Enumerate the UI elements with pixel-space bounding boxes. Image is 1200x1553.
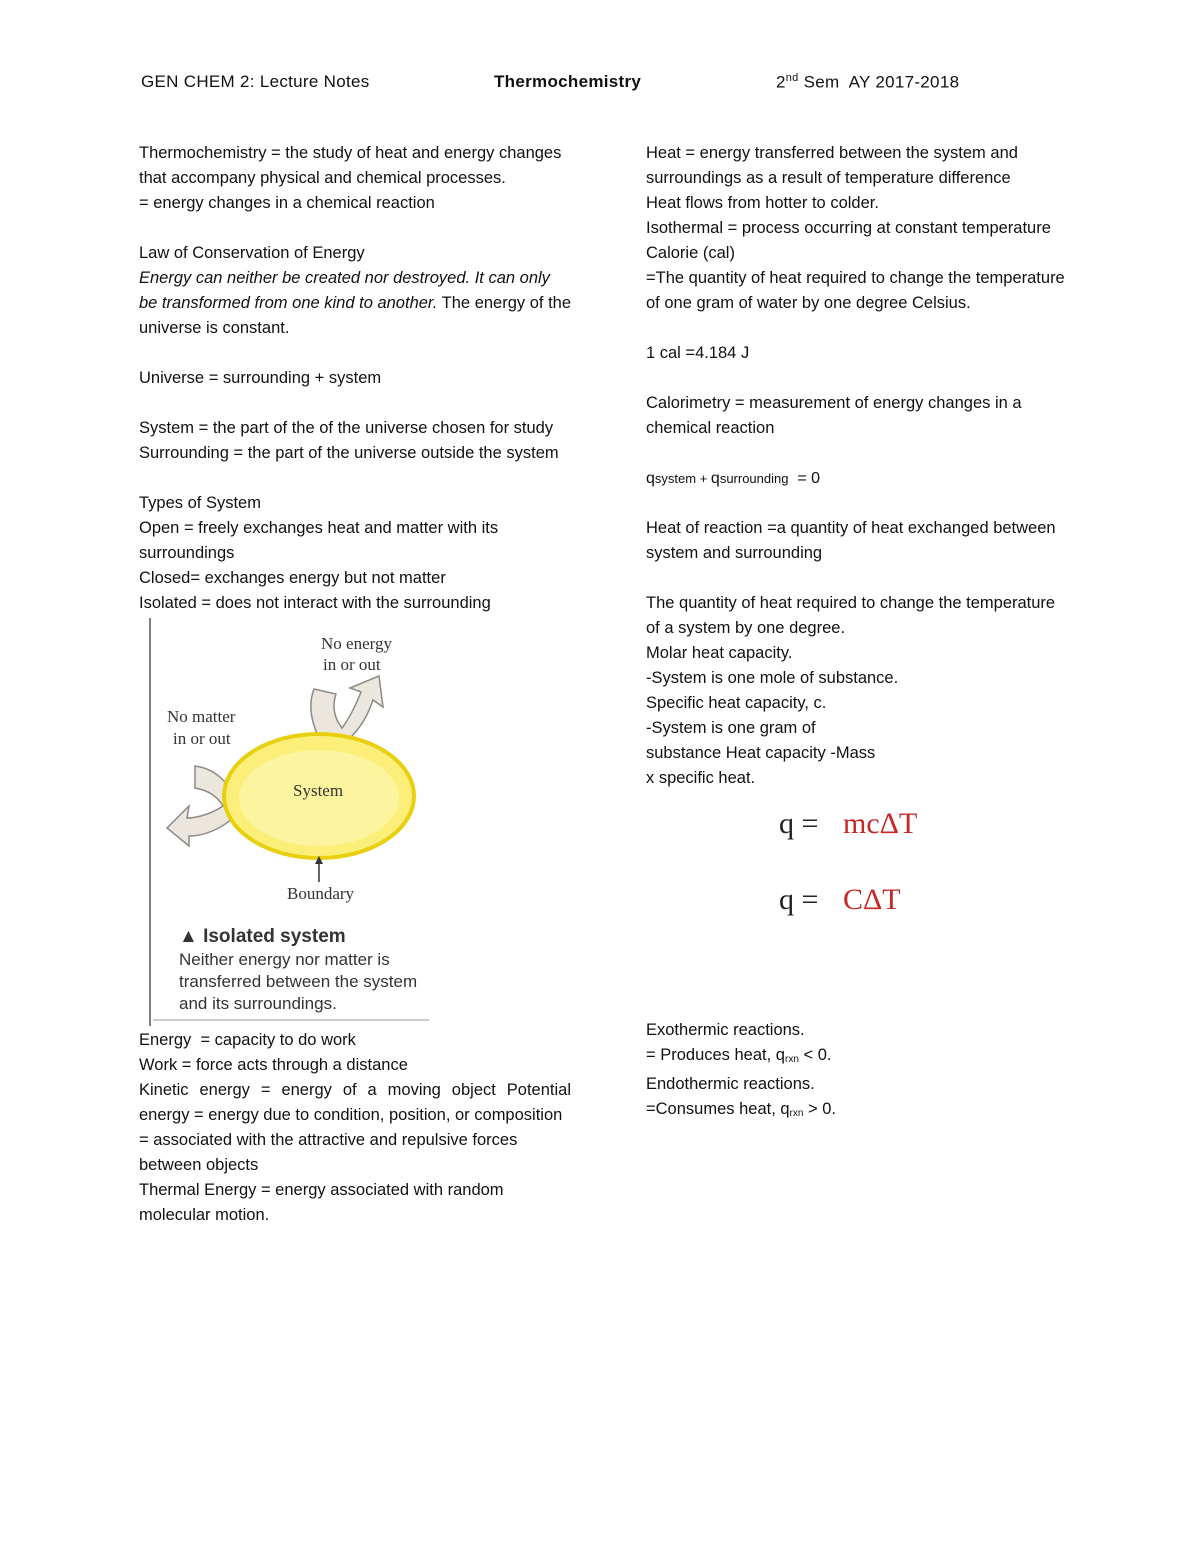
- closed-system: Closed= exchanges energy but not matter: [139, 569, 446, 587]
- endothermic-sub: rxn: [789, 1108, 804, 1119]
- potential-forces-note: = associated with the attractive and repulsive forces between objects: [139, 1131, 518, 1174]
- no-matter-label: No matter: [167, 707, 236, 726]
- isolated-system-figure: [139, 616, 571, 1028]
- heat-balance-equation: [646, 466, 1066, 491]
- figure-description: Neither energy nor matter is transferred between the system and its surroundings.: [179, 950, 418, 1013]
- thermal-energy-definition: Thermal Energy = energy associated with random molecular motion.: [139, 1181, 504, 1224]
- surrounding-definition: Surrounding = the part of the universe outside the system: [139, 444, 559, 462]
- header-topic: Thermochemistry: [494, 72, 642, 91]
- specific-heat-capacity: Specific heat capacity, c.: [646, 694, 827, 712]
- law-title: Law of Conservation of Energy: [139, 244, 365, 262]
- equation-2-c: CΔT: [843, 883, 901, 916]
- page-header: [0, 72, 1200, 98]
- calorie-joule: 1 cal =4.184 J: [646, 344, 750, 362]
- no-energy-label-2: in or out: [323, 655, 381, 674]
- law-rest: The energy of the universe is constant.: [139, 294, 572, 337]
- header-semester-year: Sem AY 2017-2018: [798, 72, 960, 92]
- endothermic-sign: > 0.: [803, 1100, 837, 1118]
- calorie-title: Calorie (cal): [646, 244, 735, 262]
- header-semester-number: 2: [776, 72, 786, 92]
- q-system-sub: system: [654, 471, 697, 486]
- types-title: Types of System: [139, 494, 261, 512]
- figure-caption: [179, 924, 439, 1015]
- universe-definition: Universe = surrounding + system: [139, 369, 382, 387]
- system-label: System: [293, 781, 344, 800]
- equation-1-rhs: mcΔT: [843, 807, 918, 840]
- thermochemistry-definition: Thermochemistry = the study of heat and energy changes that accompany physical and chemical processes.: [139, 144, 562, 187]
- heat-flow: Heat flows from hotter to colder.: [646, 194, 879, 212]
- calorie-definition: =The quantity of heat required to change the temperature of one gram of water by one degree Celsius.: [646, 269, 1065, 312]
- specific-system-2: substance Heat capacity -Mass: [646, 744, 876, 762]
- heat-capacity-definition: The quantity of heat required to change the temperature of a system by one degree.: [646, 594, 1056, 637]
- no-matter-label-2: in or out: [173, 729, 231, 748]
- law-text: [139, 266, 571, 341]
- molar-system: -System is one mole of substance.: [646, 669, 899, 687]
- thermochemistry-definition-2: = energy changes in a chemical reaction: [139, 194, 435, 212]
- specific-system-3: x specific heat.: [646, 769, 756, 787]
- endothermic-definition: [646, 1097, 1066, 1126]
- right-column: [646, 141, 1066, 1126]
- left-column: [139, 141, 571, 1228]
- system-definition: System = the part of the of the universe chosen for study: [139, 419, 554, 437]
- q-plus: +: [696, 471, 711, 486]
- equation-c-delta-t: [646, 867, 1066, 943]
- figure-title: ▲ Isolated system: [179, 926, 346, 947]
- heat-of-reaction: Heat of reaction =a quantity of heat exchanged between system and surrounding: [646, 519, 1056, 562]
- heat-definition: Heat = energy transferred between the system and surroundings as a result of temperature difference: [646, 144, 1018, 187]
- exothermic-sign: < 0.: [798, 1046, 832, 1064]
- boundary-label: Boundary: [287, 884, 355, 903]
- header-course: GEN CHEM 2: Lecture Notes: [141, 72, 370, 91]
- isolated-system: Isolated = does not interact with the surrounding: [139, 594, 491, 612]
- endothermic-title: Endothermic reactions.: [646, 1075, 815, 1093]
- q-system: q: [646, 470, 655, 487]
- equation-mc-delta-t: [646, 791, 1066, 867]
- no-energy-label: No energy: [321, 634, 392, 653]
- work-definition: Work = force acts through a distance: [139, 1056, 408, 1074]
- exothermic-text: = Produces heat, q: [646, 1046, 785, 1064]
- equation-2-lhs: q =: [779, 883, 819, 916]
- header-semester: [776, 72, 959, 93]
- exothermic-sub: rxn: [784, 1054, 799, 1065]
- open-system: Open = freely exchanges heat and matter with its surroundings: [139, 519, 499, 562]
- law-italic: Energy can neither be created nor destroyed. It can only be transformed from one kind to another.: [139, 269, 550, 312]
- equation-2-rhs: [843, 883, 901, 916]
- isothermal-definition: Isothermal = process occurring at constant temperature: [646, 219, 1051, 237]
- calorimetry-definition: Calorimetry = measurement of energy changes in a chemical reaction: [646, 394, 1022, 437]
- energy-definition: Energy = capacity to do work: [139, 1031, 356, 1049]
- equation-1-lhs: q =: [779, 807, 819, 840]
- q-surrounding: q: [710, 470, 720, 487]
- exothermic-title: Exothermic reactions.: [646, 1021, 805, 1039]
- exothermic-definition: [646, 1043, 1066, 1072]
- q-equals-zero: = 0: [788, 470, 821, 487]
- molar-heat-capacity: Molar heat capacity.: [646, 644, 793, 662]
- specific-system-1: -System is one gram of: [646, 719, 816, 737]
- kinetic-potential-definition: Kinetic energy = energy of a moving object Potential energy = energy due to condition, position, or composition: [139, 1081, 571, 1124]
- endothermic-text: =Consumes heat, q: [646, 1100, 790, 1118]
- header-semester-suffix: nd: [785, 72, 799, 84]
- q-surrounding-sub: surrounding: [719, 471, 789, 486]
